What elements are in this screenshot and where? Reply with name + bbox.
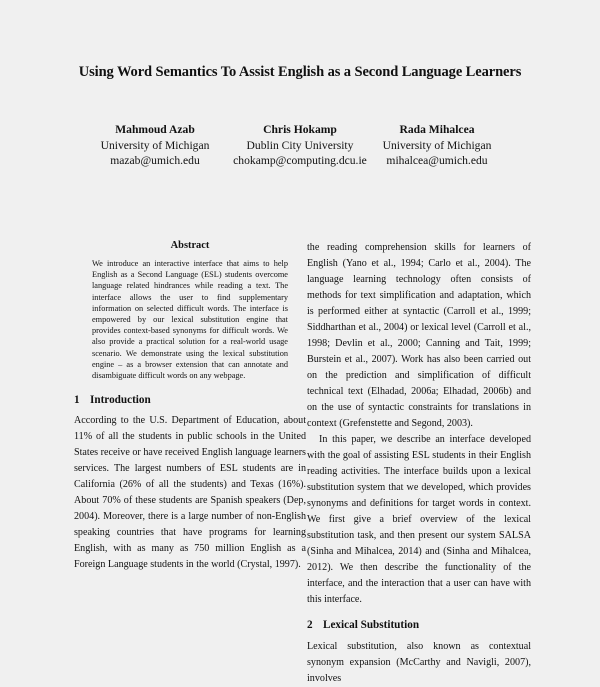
paper-title: Using Word Semantics To Assist English as a Second Language Learners — [78, 64, 522, 80]
abstract-heading: Abstract — [170, 240, 210, 251]
author-name: Chris Hokamp — [263, 123, 337, 136]
author-email: chokamp@computing.dcu.ie — [233, 154, 367, 167]
author-affiliation: Dublin City University — [246, 138, 354, 152]
section-heading-lexical-substitution — [307, 619, 531, 631]
section-title: Introduction — [90, 394, 151, 407]
section-title: Lexical Substitution — [323, 619, 420, 631]
intro-paragraph: According to the U.S. Department of Education, about 11% of all the students in public schools in the United States receive or have received English language learners services. The largest numbers of ESL students are in California (26% of all the students) and Texas (16%). About 70% of these students are Spanish speakers (Dep, 2004). Moreover, there is a large number of non-English speaking countries that have programs for learning English, with as many as 750 million English as a Foreign Language students in the world (Crystal, 1997). — [74, 415, 306, 571]
author-email: mazab@umich.edu — [110, 154, 200, 167]
right-column — [307, 240, 531, 687]
left-column — [74, 240, 306, 573]
section-number: 1 — [74, 394, 80, 407]
author-name: Mahmoud Azab — [115, 123, 195, 136]
abstract-text: We introduce an interactive interface that aims to help English as a Second Language (ESL) students overcome language related hindrances while reading a text. The interface allows the user to find supplementary information on selected difficult words. The interface is empowered by our lexical substitution engine that provides context-based synonyms for difficult words. We also provide a practical solution for a real-world usage scenario. We demonstrate using the lexical substitution engine – as a browser extension that can annotate and disambiguate difficult words on any webpage. — [92, 259, 288, 381]
author-affiliation: University of Michigan — [100, 138, 210, 152]
section-heading-introduction — [74, 394, 306, 406]
author-name: Rada Mihalcea — [399, 123, 475, 136]
author-affiliation: University of Michigan — [382, 138, 492, 152]
body-paragraph: the reading comprehension skills for learners of English (Yano et al., 1994; Carlo et al., 2004). The language learning technology often consists of methods for text simplification and adaptation, which is performed either at syntactic (Carroll et al., 1999; Siddharthan et al., 2004) or lexical level (Carroll et al., 1998; Devlin et al., 2000; Canning and Tait, 1999; Burstein et al., 2007). Work has also been carried out on the prediction and simplification of difficult technical text (Elhadad, 2006a; Elhadad, 2006b) and on the use of syntactic constraints for translations in context (Grefenstette and Segond, 2003). — [307, 242, 531, 429]
author-email: mihalcea@umich.edu — [386, 154, 488, 167]
body-paragraph: Lexical substitution, also known as contextual synonym expansion (McCarthy and Navigli, 2007), involves — [307, 641, 531, 684]
section-number: 2 — [307, 619, 313, 631]
body-paragraph: In this paper, we describe an interface developed with the goal of assisting ESL students in their English reading activities. The interface builds upon a lexical substitution system that we developed, which provides synonyms and definitions for target words in context. We first give a brief overview of the lexical substitution task, and then present our system SALSA (Sinha and Mihalcea, 2014) and (Sinha and Mihalcea, 2012). We then describe the functionality of the interface, and the interaction that a user can have with this interface. — [307, 434, 531, 605]
author-block — [352, 122, 522, 169]
